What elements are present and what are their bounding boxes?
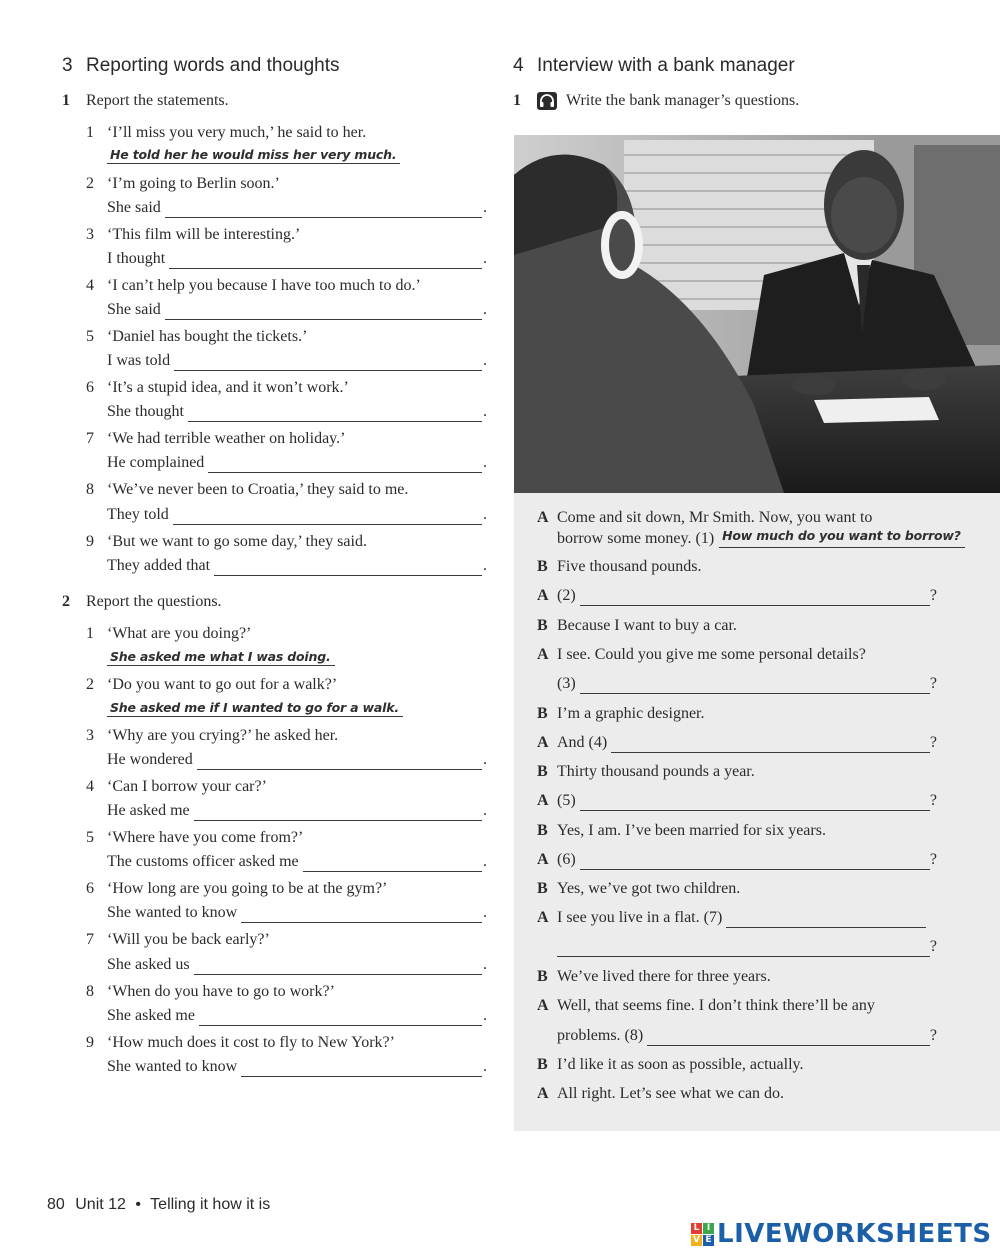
question-item-4: 4 ‘Can I borrow your car?’ <box>86 778 267 795</box>
question-item-9: 9 ‘How much does it cost to fly to New York?’ <box>86 1034 395 1051</box>
question-blank-2[interactable] <box>580 590 930 606</box>
answer-blank[interactable] <box>199 1010 482 1026</box>
listening-headphones-icon[interactable] <box>537 92 557 110</box>
dialogue-b8: B I’d like it as soon as possible, actually. <box>537 1056 804 1073</box>
question-blank-7[interactable] <box>726 912 926 928</box>
statement-item-1: 1 ‘I’ll miss you very much,’ he said to her. <box>86 124 367 141</box>
answer-example-statement-1: He told her he would miss her very much. <box>107 147 400 164</box>
answer-blank[interactable] <box>214 560 482 576</box>
unit-title: Telling it how it is <box>150 1196 271 1213</box>
dialogue-a3-line2: (3) ? <box>557 675 937 692</box>
dialogue-a7-line1: A I see you live in a flat. (7) <box>557 908 926 928</box>
liveworksheets-logo <box>691 1219 992 1249</box>
dialogue-a5: A (5) ? <box>537 792 937 809</box>
answer-blank[interactable] <box>169 253 482 269</box>
dialogue-b2: B Because I want to buy a car. <box>537 617 737 634</box>
question-blank-8[interactable] <box>647 1030 930 1046</box>
dialogue-b1: B Five thousand pounds. <box>537 558 702 575</box>
answer-blank[interactable] <box>303 856 482 872</box>
answer-blank[interactable] <box>173 509 482 525</box>
statement-item-9: 9 ‘But we want to go some day,’ they said. <box>86 533 367 550</box>
dialogue-a1-line2: borrow some money. (1) How much do you want to borrow? <box>557 528 965 550</box>
answer-blank[interactable] <box>194 805 482 821</box>
answer-blank[interactable] <box>241 907 482 923</box>
dialogue-a6: A (6) ? <box>537 851 937 868</box>
answer-blank[interactable] <box>208 457 482 473</box>
question-blank-6[interactable] <box>580 854 930 870</box>
answer-blank[interactable] <box>188 406 482 422</box>
question-item-8: 8 ‘When do you have to go to work?’ <box>86 983 335 1000</box>
question-item-2: 2 ‘Do you want to go out for a walk?’ <box>86 676 338 693</box>
task-3-2-instruction: 2 Report the questions. <box>62 593 222 610</box>
statement-9-answer-line: They added that . <box>107 557 487 574</box>
statement-item-5: 5 ‘Daniel has bought the tickets.’ <box>86 328 308 345</box>
statement-item-2: 2 ‘I’m going to Berlin soon.’ <box>86 175 280 192</box>
dialogue-a3-line1: A I see. Could you give me some personal details? <box>537 646 866 663</box>
dialogue-b6: B Yes, we’ve got two children. <box>537 880 741 897</box>
dialogue-a9: A All right. Let’s see what we can do. <box>537 1085 785 1102</box>
dialogue-a4: A And (4) ? <box>537 734 937 751</box>
answer-blank[interactable] <box>174 355 482 371</box>
dialogue-b7: B We’ve lived there for three years. <box>537 968 771 985</box>
dialogue-b4: B Thirty thousand pounds a year. <box>537 763 755 780</box>
question-7-answer-line: She asked us . <box>107 956 487 973</box>
section-4-title: 4 Interview with a bank manager <box>513 55 795 76</box>
dialogue-a8-line2: problems. (8) ? <box>557 1027 937 1044</box>
question-blank-7-continued[interactable] <box>557 941 930 957</box>
page-footer: 80 Unit 12 • Telling it how it is <box>47 1196 271 1213</box>
question-item-7: 7 ‘Will you be back early?’ <box>86 931 270 948</box>
dialogue-answer-example: How much do you want to borrow? <box>719 526 965 548</box>
question-item-5: 5 ‘Where have you come from?’ <box>86 829 304 846</box>
statement-2-answer-line: She said . <box>107 199 487 216</box>
dialogue-a1-line1: A Come and sit down, Mr Smith. Now, you want to <box>537 509 873 526</box>
answer-blank[interactable] <box>197 754 482 770</box>
statement-8-answer-line: They told . <box>107 506 487 523</box>
task-4-1-instruction: 1 Write the bank manager’s questions. <box>513 92 800 109</box>
unit-label: Unit 12 <box>75 1196 126 1213</box>
answer-blank[interactable] <box>194 959 482 975</box>
statement-7-answer-line: He complained . <box>107 454 487 471</box>
question-blank-5[interactable] <box>580 795 930 811</box>
question-3-answer-line: He wondered . <box>107 751 487 768</box>
dialogue-b5: B Yes, I am. I’ve been married for six years. <box>537 822 826 839</box>
dialogue-a7-line2: ? <box>557 937 937 957</box>
answer-example-question-2: She asked me if I wanted to go for a walk. <box>107 700 403 717</box>
statement-item-7: 7 ‘We had terrible weather on holiday.’ <box>86 430 346 447</box>
section-3-title: 3 Reporting words and thoughts <box>62 55 340 76</box>
question-8-answer-line: She asked me . <box>107 1007 487 1024</box>
question-4-answer-line: He asked me . <box>107 802 487 819</box>
statement-4-answer-line: She said . <box>107 301 487 318</box>
answer-blank[interactable] <box>165 304 482 320</box>
dialogue-a2: A (2) ? <box>537 587 937 604</box>
statement-item-4: 4 ‘I can’t help you because I have too much to do.’ <box>86 277 421 294</box>
task-3-1-instruction: 1 Report the statements. <box>62 92 229 109</box>
statement-item-6: 6 ‘It’s a stupid idea, and it won’t work.’ <box>86 379 349 396</box>
question-5-answer-line: The customs officer asked me . <box>107 853 487 870</box>
brand-name: LIVEWORKSHEETS <box>717 1219 992 1249</box>
question-blank-4[interactable] <box>611 737 930 753</box>
question-item-3: 3 ‘Why are you crying?’ he asked her. <box>86 727 339 744</box>
bank-manager-photo <box>514 135 1000 493</box>
answer-blank[interactable] <box>241 1061 482 1077</box>
statement-6-answer-line: She thought . <box>107 403 487 420</box>
page-number: 80 <box>47 1196 65 1213</box>
statement-3-answer-line: I thought . <box>107 250 487 267</box>
question-blank-3[interactable] <box>580 678 930 694</box>
statement-item-3: 3 ‘This film will be interesting.’ <box>86 226 301 243</box>
statement-item-8: 8 ‘We’ve never been to Croatia,’ they said to me. <box>86 481 409 498</box>
statement-5-answer-line: I was told . <box>107 352 487 369</box>
question-9-answer-line: She wanted to know . <box>107 1058 487 1075</box>
question-6-answer-line: She wanted to know . <box>107 904 487 921</box>
answer-blank[interactable] <box>165 202 482 218</box>
question-item-1: 1 ‘What are you doing?’ <box>86 625 252 642</box>
answer-example-question-1: She asked me what I was doing. <box>107 649 335 666</box>
logo-mark: L I V E <box>691 1223 714 1246</box>
question-item-6: 6 ‘How long are you going to be at the gym?’ <box>86 880 388 897</box>
dialogue-a8-line1: A Well, that seems fine. I don’t think there’ll be any <box>537 997 875 1014</box>
dialogue-b3: B I’m a graphic designer. <box>537 705 705 722</box>
